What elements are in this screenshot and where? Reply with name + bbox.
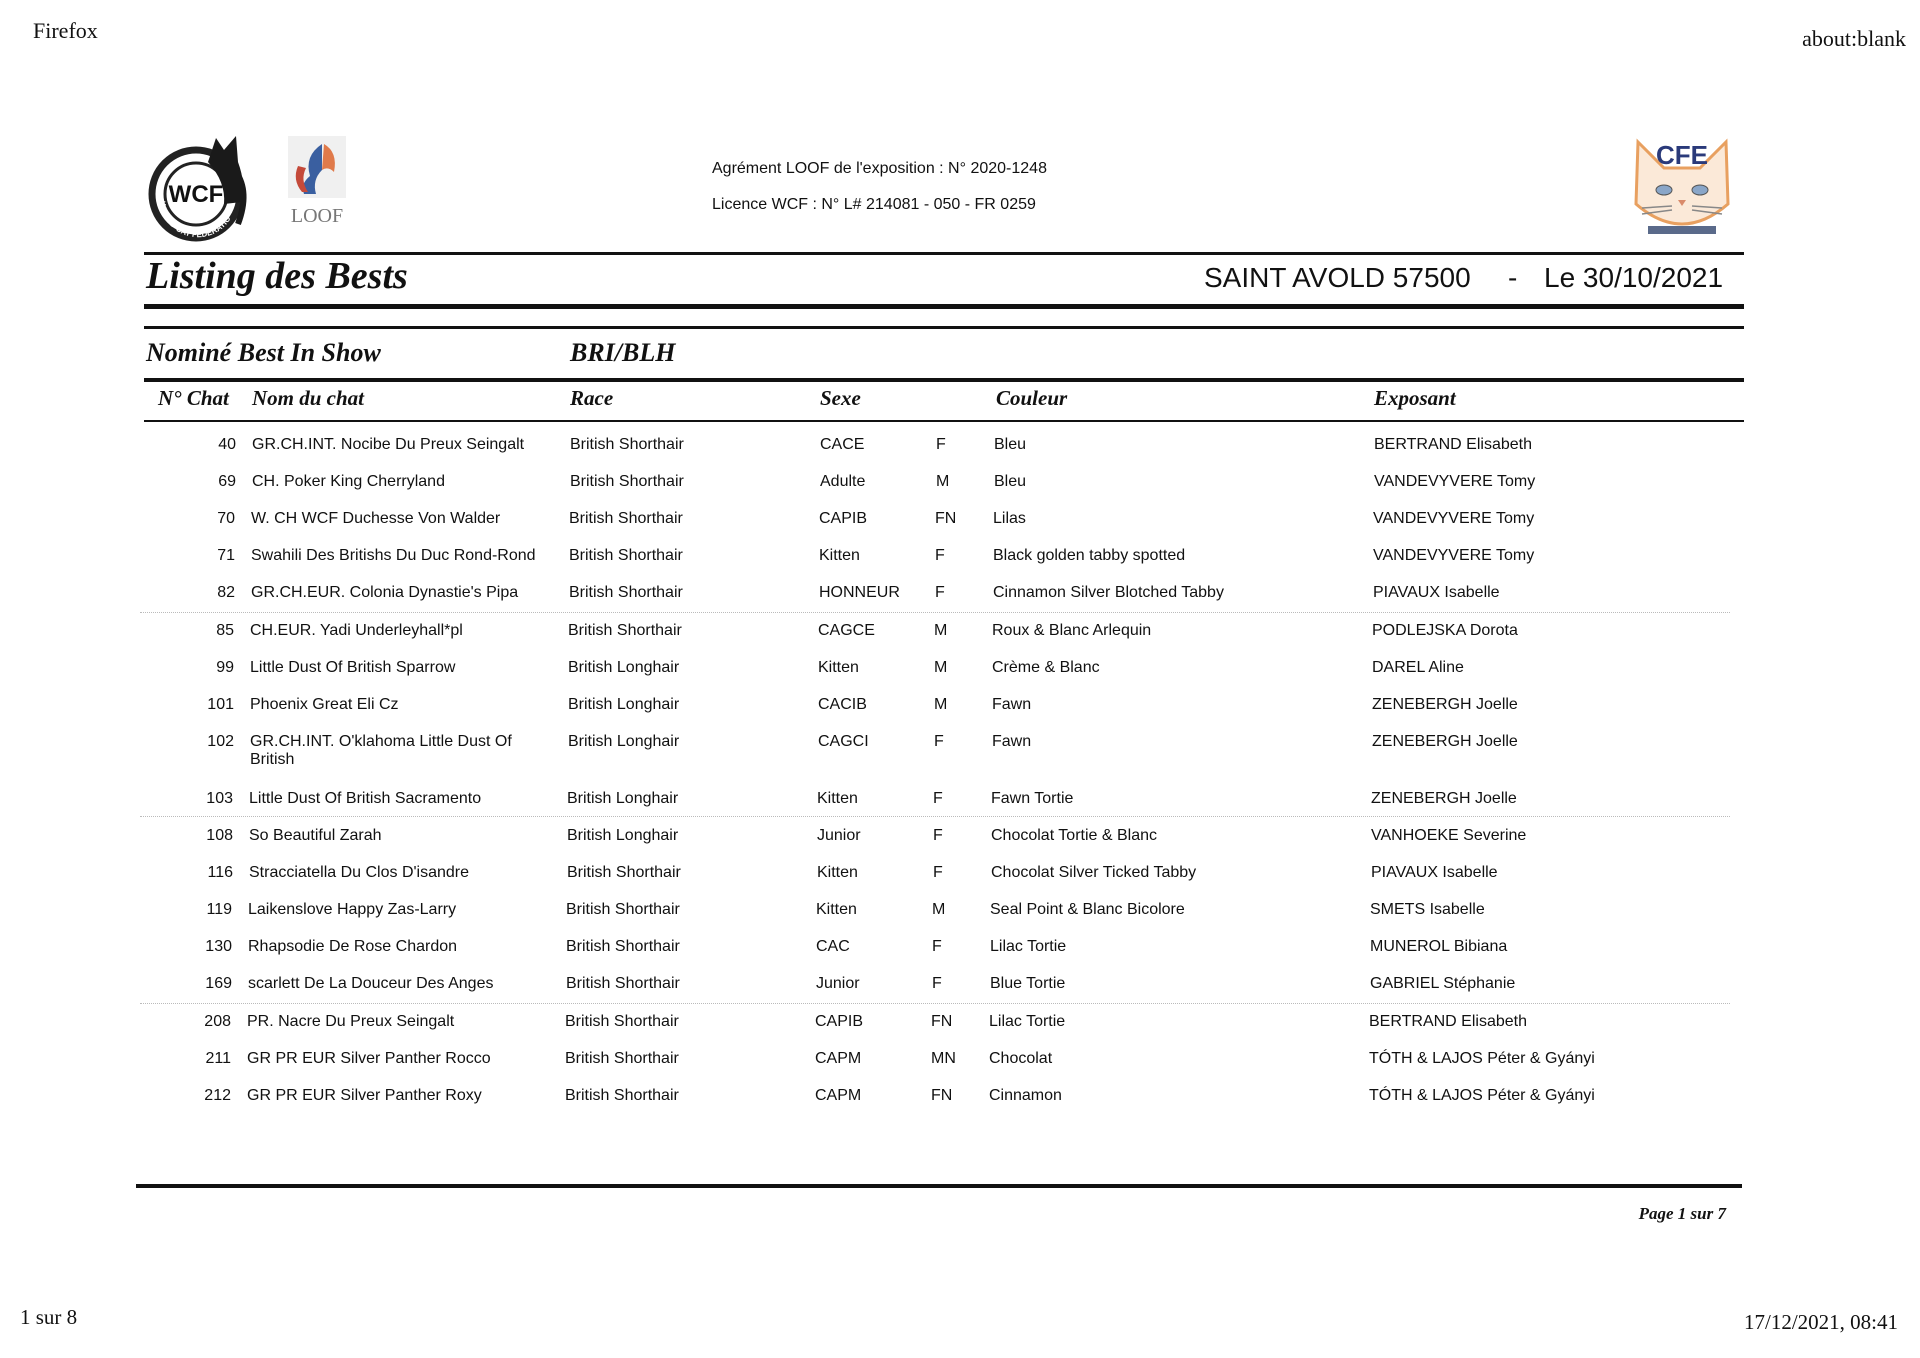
footer-rule (136, 1184, 1742, 1188)
cat-name: scarlett De La Douceur Des Anges (248, 975, 494, 992)
cat-color: Bleu (994, 436, 1027, 453)
cat-name: Swahili Des Britishs Du Duc Rond-Rond (251, 547, 536, 564)
cat-exhibitor: VANHOEKE Severine (1371, 827, 1527, 844)
cat-name: Laikenslove Happy Zas-Larry (248, 901, 457, 918)
cat-class: Junior (817, 827, 861, 844)
agrement-text: Agrément LOOF de l'exposition : N° 2020-1248 (712, 160, 1047, 177)
cat-number: 69 (218, 473, 236, 490)
cfe-logo-text: CFE (1656, 140, 1708, 170)
cat-number: 130 (205, 938, 232, 955)
cat-exhibitor: VANDEVYVERE Tomy (1373, 510, 1535, 527)
cat-color: Blue Tortie (990, 975, 1066, 992)
title-bottom-rule (144, 304, 1744, 309)
wcf-logo-ring-text: WORLD CAT FEDERATIO (157, 200, 233, 240)
cat-class: Kitten (817, 864, 858, 881)
cat-race: British Shorthair (569, 510, 683, 527)
cat-name: Little Dust Of British Sacramento (249, 790, 482, 807)
cat-number: 71 (217, 547, 235, 564)
cat-name: Rhapsodie De Rose Chardon (248, 938, 458, 955)
cat-exhibitor: PODLEJSKA Dorota (1372, 622, 1518, 639)
cat-number: 108 (206, 827, 233, 844)
row-group-separator (140, 612, 1730, 613)
cat-exhibitor: ZENEBERGH Joelle (1371, 790, 1517, 807)
section-top-rule (144, 326, 1744, 329)
col-header-race: Race (570, 386, 614, 410)
cat-name: Phoenix Great Eli Cz (250, 696, 399, 713)
cat-race: British Shorthair (566, 975, 680, 992)
cfe-logo (1628, 134, 1736, 246)
cat-number: 116 (207, 864, 233, 881)
cat-race: British Longhair (568, 733, 680, 750)
cat-class: Kitten (819, 547, 860, 564)
cat-number: 169 (205, 975, 232, 992)
cat-color: Seal Point & Blanc Bicolore (990, 901, 1185, 918)
cat-color: Cinnamon Silver Blotched Tabby (993, 584, 1224, 601)
cat-sex: F (935, 547, 945, 564)
cat-race: British Shorthair (569, 584, 683, 601)
cat-name: GR.CH.EUR. Colonia Dynastie's Pipa (251, 584, 519, 601)
cat-race: British Longhair (567, 790, 679, 807)
cat-sex: F (932, 938, 942, 955)
cat-sex: FN (931, 1087, 953, 1104)
cat-sex: M (932, 901, 946, 918)
section-bottom-rule (144, 378, 1744, 382)
cat-name: GR PR EUR Silver Panther Roxy (247, 1087, 482, 1104)
cat-sex: F (935, 584, 945, 601)
cat-class: CAPM (815, 1050, 862, 1067)
cat-color: Chocolat Tortie & Blanc (991, 827, 1158, 844)
section-race-group: BRI/BLH (570, 338, 676, 367)
section-title: Nominé Best In Show (146, 338, 381, 367)
cat-race: British Shorthair (568, 622, 682, 639)
cat-exhibitor: PIAVAUX Isabelle (1371, 864, 1498, 881)
col-header-color: Couleur (996, 386, 1068, 410)
cat-color: Chocolat (989, 1050, 1053, 1067)
cat-class: CAPM (815, 1087, 862, 1104)
cat-exhibitor: ZENEBERGH Joelle (1372, 733, 1518, 750)
page-url: about:blank (1802, 26, 1906, 51)
cat-sex: F (932, 975, 942, 992)
cat-number: 102 (207, 733, 234, 750)
cat-name: W. CH WCF Duchesse Von Walder (251, 510, 501, 527)
cat-class: Kitten (817, 790, 858, 807)
cat-color: Cinnamon (989, 1087, 1062, 1104)
cat-sex: FN (935, 510, 957, 527)
cat-color: Crème & Blanc (992, 659, 1100, 676)
cat-class: CAGCI (818, 733, 869, 750)
row-group-separator (140, 1003, 1730, 1004)
cat-exhibitor: VANDEVYVERE Tomy (1373, 547, 1535, 564)
cat-race: British Shorthair (570, 436, 684, 453)
cat-sex: F (934, 733, 944, 750)
col-header-name: Nom du chat (252, 386, 365, 410)
cat-sex: M (934, 659, 948, 676)
cat-number: 119 (206, 901, 232, 918)
cat-sex: M (936, 473, 950, 490)
cat-class: CAPIB (815, 1013, 864, 1030)
cat-color: Fawn (992, 733, 1032, 750)
cat-class: CACIB (818, 696, 867, 713)
show-place: SAINT AVOLD 57500 (1204, 262, 1471, 293)
cat-name: CH.EUR. Yadi Underleyhall*pl (250, 622, 463, 639)
cat-race: British Shorthair (565, 1013, 679, 1030)
cat-exhibitor: BERTRAND Elisabeth (1374, 436, 1532, 453)
row-group-separator (140, 816, 1730, 817)
cat-race: British Shorthair (565, 1087, 679, 1104)
cat-name: GR.CH.INT. O'klahoma Little Dust Of British (250, 733, 512, 768)
cat-class: CACE (820, 436, 865, 453)
show-date: Le 30/10/2021 (1544, 262, 1724, 293)
cat-race: British Longhair (568, 696, 680, 713)
wcf-logo (146, 132, 254, 244)
cat-number: 103 (206, 790, 233, 807)
cat-exhibitor: TÓTH & LAJOS Péter & Gyányi (1369, 1050, 1595, 1067)
cat-color: Roux & Blanc Arlequin (992, 622, 1152, 639)
col-header-num: N° Chat (158, 386, 229, 410)
cat-sex: M (934, 622, 948, 639)
cat-color: Fawn (992, 696, 1032, 713)
header-bottom-rule (144, 420, 1744, 422)
cat-sex: F (933, 864, 943, 881)
cat-name: So Beautiful Zarah (249, 827, 382, 844)
cat-name: Little Dust Of British Sparrow (250, 659, 456, 676)
cat-number: 212 (204, 1087, 231, 1104)
cat-class: Junior (816, 975, 860, 992)
cat-race: British Longhair (567, 827, 679, 844)
cat-class: CAGCE (818, 622, 875, 639)
cat-sex: M (934, 696, 948, 713)
cat-exhibitor: VANDEVYVERE Tomy (1374, 473, 1536, 490)
cat-name: PR. Nacre Du Preux Seingalt (247, 1013, 455, 1030)
cat-exhibitor: SMETS Isabelle (1370, 901, 1485, 918)
cat-exhibitor: PIAVAUX Isabelle (1373, 584, 1500, 601)
cat-number: 82 (217, 584, 235, 601)
cat-color: Bleu (994, 473, 1027, 490)
cat-color: Black golden tabby spotted (993, 547, 1186, 564)
cat-race: British Shorthair (566, 938, 680, 955)
cat-sex: FN (931, 1013, 953, 1030)
cat-sex: MN (931, 1050, 956, 1067)
col-header-exhibitor: Exposant (1374, 386, 1456, 410)
cat-exhibitor: ZENEBERGH Joelle (1372, 696, 1518, 713)
cat-color: Lilac Tortie (990, 938, 1067, 955)
cat-race: British Shorthair (570, 473, 684, 490)
cat-name: GR PR EUR Silver Panther Rocco (247, 1050, 491, 1067)
cat-class: CAPIB (819, 510, 868, 527)
cat-number: 40 (218, 436, 236, 453)
browser-name: Firefox (33, 18, 98, 43)
cat-race: British Shorthair (569, 547, 683, 564)
cat-number: 70 (217, 510, 235, 527)
page-title: Listing des Bests (146, 255, 408, 297)
licence-text: Licence WCF : N° L# 214081 - 050 - FR 0259 (712, 196, 1036, 213)
print-timestamp: 17/12/2021, 08:41 (1743, 1310, 1898, 1334)
cat-name: CH. Poker King Cherryland (252, 473, 445, 490)
cat-race: British Shorthair (567, 864, 681, 881)
cat-number: 101 (207, 696, 234, 713)
cat-name: Stracciatella Du Clos D'isandre (249, 864, 470, 881)
cat-class: Kitten (818, 659, 859, 676)
loof-logo-text: LOOF (290, 205, 344, 227)
cat-number: 99 (216, 659, 234, 676)
cat-sex: F (933, 827, 943, 844)
cat-race: British Shorthair (565, 1050, 679, 1067)
cat-race: British Shorthair (566, 901, 680, 918)
cat-color: Lilac Tortie (989, 1013, 1066, 1030)
cat-race: British Longhair (568, 659, 680, 676)
cat-color: Fawn Tortie (991, 790, 1074, 807)
cat-number: 85 (216, 622, 234, 639)
cat-class: HONNEUR (819, 584, 900, 601)
cat-class: Adulte (820, 473, 866, 490)
cat-class: Kitten (816, 901, 857, 918)
cat-color: Chocolat Silver Ticked Tabby (991, 864, 1197, 881)
page-number: Page 1 sur 7 (1638, 1204, 1726, 1223)
cat-exhibitor: TÓTH & LAJOS Péter & Gyányi (1369, 1087, 1595, 1104)
cat-exhibitor: GABRIEL Stéphanie (1370, 975, 1516, 992)
cat-exhibitor: BERTRAND Elisabeth (1369, 1013, 1527, 1030)
cat-color: Lilas (993, 510, 1026, 527)
wcf-logo-text: WCF (168, 181, 224, 208)
cat-sex: F (936, 436, 946, 453)
loof-logo (282, 136, 352, 228)
cat-exhibitor: DAREL Aline (1372, 659, 1464, 676)
title-separator: - (1508, 262, 1518, 293)
cat-sex: F (933, 790, 943, 807)
cat-name: GR.CH.INT. Nocibe Du Preux Seingalt (252, 436, 525, 453)
cat-number: 208 (204, 1013, 231, 1030)
cat-class: CAC (816, 938, 850, 955)
cat-exhibitor: MUNEROL Bibiana (1370, 938, 1508, 955)
print-page-count: 1 sur 8 (20, 1305, 78, 1329)
cat-number: 211 (205, 1050, 231, 1067)
col-header-class: Sexe (820, 386, 861, 410)
